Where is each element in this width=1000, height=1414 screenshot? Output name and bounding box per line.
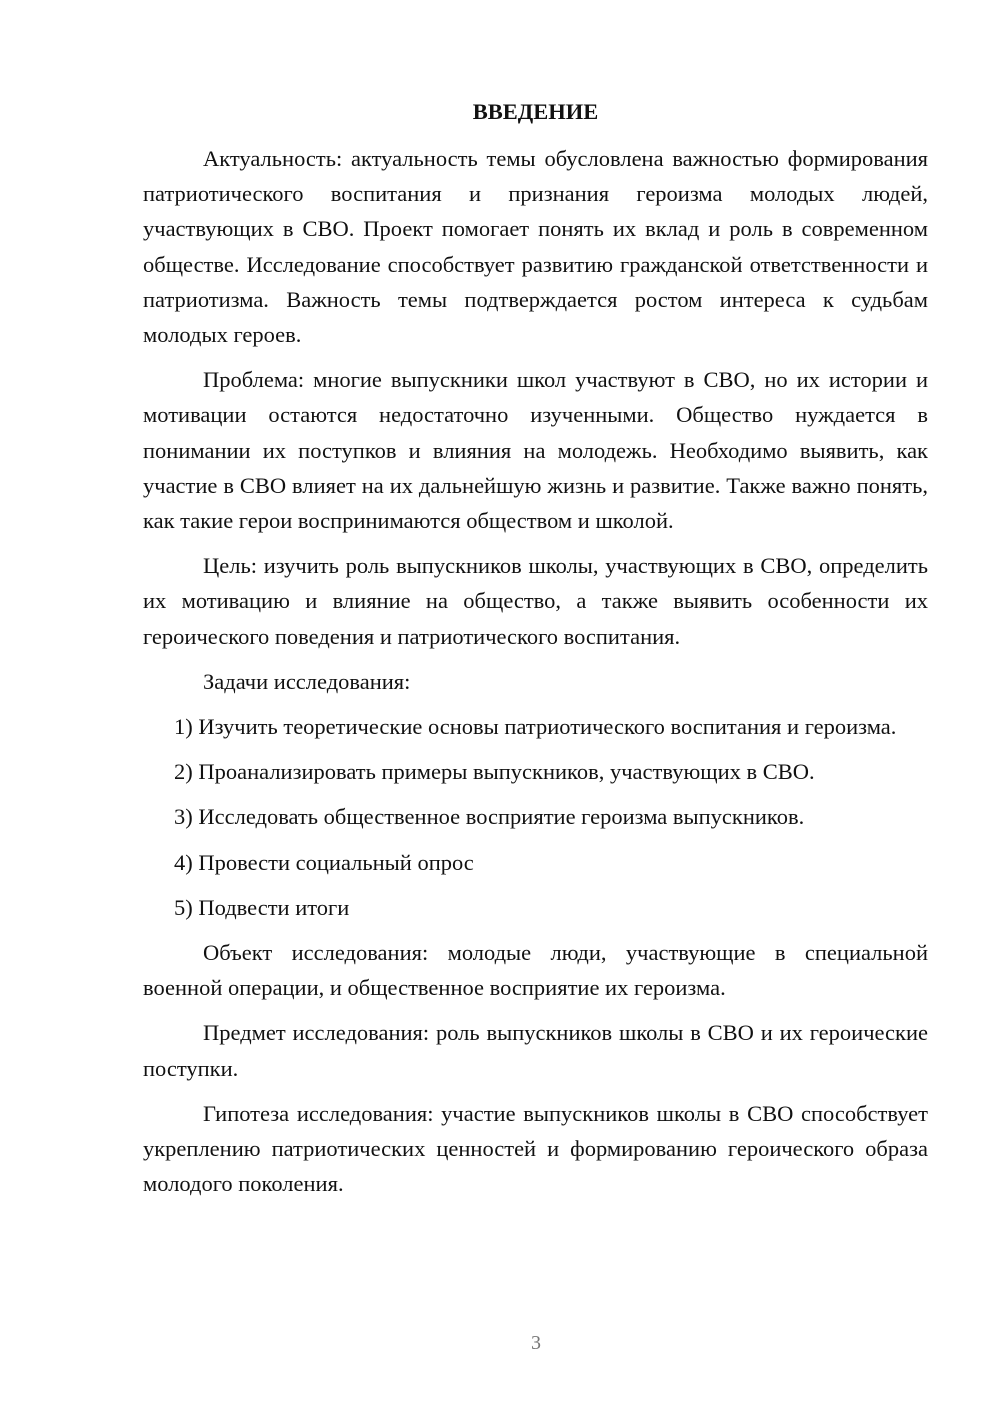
section-heading: ВВЕДЕНИЕ	[472, 99, 599, 124]
paragraph-relevance: Актуальность: актуальность темы обусловлена важностью формирования патриотического воспитания и признания героизма молодых людей, участвующих в СВО. Проект помогает понять их вклад и роль в современном обществе. Исследование способствует развитию гражданской ответственности и патриотизма. Важность темы подтверждается ростом интереса к судьбам молодых героев.	[143, 146, 928, 348]
page-number: 3	[531, 1332, 541, 1354]
task-item-2: 2) Проанализировать примеры выпускников, участвующих в СВО.	[174, 759, 815, 785]
paragraph-subject: Предмет исследования: роль выпускников школы в СВО и их героические поступки.	[143, 1020, 928, 1081]
task-item-1: 1) Изучить теоретические основы патриотического воспитания и героизма.	[174, 714, 897, 740]
task-item-5: 5) Подвести итоги	[174, 894, 350, 920]
paragraph-problem: Проблема: многие выпускники школ участвуют в СВО, но их истории и мотивации остаются недостаточно изученными. Общество нуждается в понимании их поступков и влияния на молодежь. Необходимо выявить, как участие в СВО влияет на их дальнейшую жизнь и развитие. Также важно понять, как такие герои воспринимаются обществом и школой.	[143, 367, 928, 534]
tasks-title: Задачи исследования:	[203, 668, 411, 694]
task-item-3: 3) Исследовать общественное восприятие героизма выпускников.	[174, 804, 805, 830]
paragraph-goal: Цель: изучить роль выпускников школы, участвующих в СВО, определить их мотивацию и влияние на общество, а также выявить особенности их героического поведения и патриотического воспитания.	[143, 553, 928, 649]
paragraph-object: Объект исследования: молодые люди, участвующие в специальной военной операции, и общественное восприятие их героизма.	[143, 940, 928, 1001]
task-item-4: 4) Провести социальный опрос	[174, 849, 474, 875]
page-content	[143, 94, 928, 1211]
paragraph-hypothesis: Гипотеза исследования: участие выпускников школы в СВО способствует укреплению патриотических ценностей и формированию героического образа молодого поколения.	[143, 1100, 928, 1197]
